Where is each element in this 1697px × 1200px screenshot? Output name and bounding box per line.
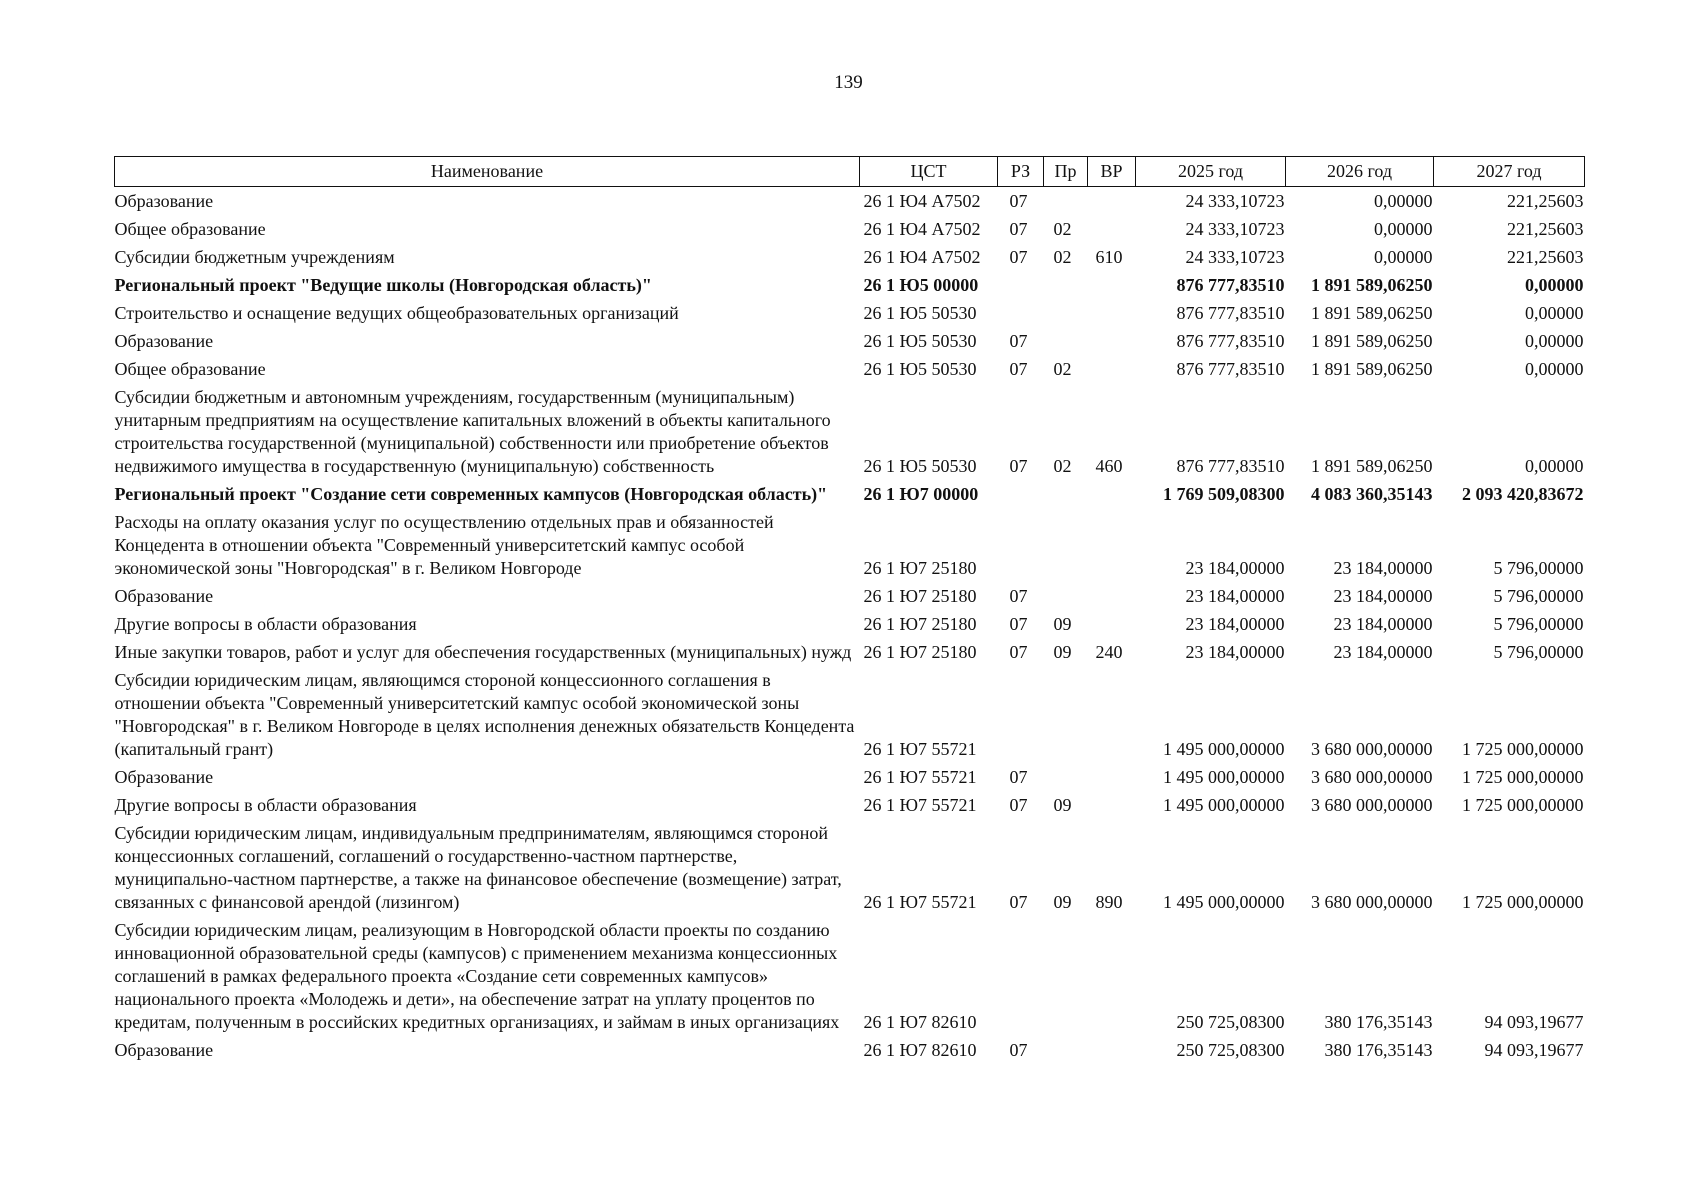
page-number: 139 (834, 72, 863, 93)
cell-cst: 26 1 Ю7 55721 (863, 795, 977, 815)
cell-name: Образование (114, 191, 214, 211)
cell-vr: 890 (1095, 892, 1123, 912)
table-row (115, 508, 1585, 582)
table-row (115, 1036, 1585, 1064)
header-rz: РЗ (998, 157, 1044, 187)
cell-pr (1044, 582, 1088, 610)
cell-pr: 09 (1053, 614, 1072, 634)
cell-vr (1088, 1036, 1136, 1064)
cell-cst: 26 1 Ю7 82610 (863, 1040, 977, 1060)
cell-2025: 876 777,83510 (1176, 331, 1285, 351)
cell-pr (1044, 508, 1088, 582)
cell-2027: 5 796,00000 (1493, 614, 1584, 634)
cell-2027: 0,00000 (1525, 456, 1584, 476)
cell-cst: 26 1 Ю5 50530 (863, 456, 977, 476)
table-row (115, 582, 1585, 610)
cell-2027: 94 093,19677 (1484, 1012, 1584, 1032)
cell-2026: 3 680 000,00000 (1311, 795, 1433, 815)
cell-2026: 1 891 589,06250 (1311, 303, 1433, 323)
cell-rz (998, 916, 1044, 1036)
cell-2025: 1 495 000,00000 (1163, 795, 1285, 815)
cell-name: Субсидии бюджетным учреждениям (114, 247, 395, 267)
cell-2025: 1 495 000,00000 (1163, 739, 1285, 759)
cell-name: Расходы на оплату оказания услуг по осуществлению отдельных прав и обязанностей Концедента в отношении объекта "Современный университетский кампус особой экономической зоны "Новгородская" в г. Великом Новгороде (114, 512, 774, 578)
cell-2027: 1 725 000,00000 (1462, 739, 1584, 759)
cell-vr (1088, 327, 1136, 355)
cell-2025: 250 725,08300 (1176, 1040, 1285, 1060)
cell-cst: 26 1 Ю5 50530 (863, 359, 977, 379)
cell-2026: 0,00000 (1374, 247, 1433, 267)
cell-cst: 26 1 Ю7 55721 (863, 892, 977, 912)
table-row (115, 763, 1585, 791)
cell-vr (1088, 508, 1136, 582)
cell-rz: 07 (1009, 614, 1028, 634)
table-row (115, 299, 1585, 327)
cell-2026: 23 184,00000 (1333, 642, 1433, 662)
cell-vr (1088, 763, 1136, 791)
cell-rz (998, 271, 1044, 299)
cell-pr: 02 (1053, 359, 1072, 379)
cell-2026: 0,00000 (1374, 191, 1433, 211)
cell-2026: 1 891 589,06250 (1311, 456, 1433, 476)
cell-rz (998, 666, 1044, 763)
cell-pr: 09 (1053, 892, 1072, 912)
cell-2025: 23 184,00000 (1185, 642, 1285, 662)
cell-2026: 23 184,00000 (1333, 614, 1433, 634)
cell-name: Другие вопросы в области образования (114, 614, 417, 634)
cell-rz: 07 (1009, 359, 1028, 379)
cell-cst: 26 1 Ю4 А7502 (863, 191, 981, 211)
cell-name: Субсидии юридическим лицам, являющимся стороной концессионного соглашения в отношении объекта "Современный университетский кампус особой экономической зоны "Новгородская" в г. Великом Новгороде в целях исполнения денежных обязательств Концедента (капитальный грант) (114, 670, 855, 759)
cell-pr: 09 (1053, 795, 1072, 815)
header-pr: Пр (1044, 157, 1088, 187)
cell-2026: 1 891 589,06250 (1311, 359, 1433, 379)
cell-vr (1088, 666, 1136, 763)
cell-pr (1044, 271, 1088, 299)
cell-rz: 07 (1009, 219, 1028, 239)
cell-rz: 07 (1009, 247, 1028, 267)
cell-name: Образование (114, 1040, 214, 1060)
cell-2025: 23 184,00000 (1185, 614, 1285, 634)
cell-cst: 26 1 Ю5 00000 (863, 275, 979, 295)
cell-pr (1044, 327, 1088, 355)
cell-2025: 24 333,10723 (1185, 247, 1285, 267)
cell-rz: 07 (1009, 892, 1028, 912)
cell-2026: 23 184,00000 (1333, 586, 1433, 606)
cell-vr (1088, 187, 1136, 216)
cell-pr (1044, 1036, 1088, 1064)
table-row (115, 187, 1585, 216)
cell-2027: 94 093,19677 (1484, 1040, 1584, 1060)
cell-vr (1088, 791, 1136, 819)
table-row (115, 383, 1585, 480)
cell-name: Общее образование (114, 359, 266, 379)
table-row (115, 271, 1585, 299)
cell-pr (1044, 480, 1088, 508)
header-2027: 2027 год (1434, 157, 1585, 187)
cell-2026: 4 083 360,35143 (1311, 484, 1433, 504)
cell-pr (1044, 666, 1088, 763)
cell-rz (998, 299, 1044, 327)
cell-2027: 1 725 000,00000 (1462, 767, 1584, 787)
cell-vr (1088, 271, 1136, 299)
table-row (115, 791, 1585, 819)
cell-name: Строительство и оснащение ведущих общеобразовательных организаций (114, 303, 679, 323)
cell-2027: 0,00000 (1525, 359, 1584, 379)
cell-cst: 26 1 Ю7 55721 (863, 767, 977, 787)
cell-pr (1044, 763, 1088, 791)
table-row (115, 666, 1585, 763)
cell-name: Региональный проект "Ведущие школы (Новгородская область)" (114, 275, 652, 295)
cell-rz: 07 (1009, 191, 1028, 211)
cell-2025: 1 495 000,00000 (1163, 892, 1285, 912)
cell-vr (1088, 610, 1136, 638)
cell-2025: 23 184,00000 (1185, 558, 1285, 578)
cell-2025: 876 777,83510 (1176, 456, 1285, 476)
cell-name: Образование (114, 586, 214, 606)
cell-rz: 07 (1009, 456, 1028, 476)
cell-name: Общее образование (114, 219, 266, 239)
cell-2027: 0,00000 (1525, 275, 1584, 295)
cell-cst: 26 1 Ю5 50530 (863, 331, 977, 351)
table-header-row (115, 157, 1585, 187)
cell-rz: 07 (1009, 795, 1028, 815)
cell-2025: 24 333,10723 (1185, 191, 1285, 211)
cell-vr: 460 (1095, 456, 1123, 476)
cell-cst: 26 1 Ю7 82610 (863, 1012, 977, 1032)
cell-2025: 876 777,83510 (1176, 275, 1285, 295)
cell-pr: 02 (1053, 247, 1072, 267)
table-row (115, 610, 1585, 638)
cell-2025: 876 777,83510 (1176, 303, 1285, 323)
cell-2025: 1 769 509,08300 (1163, 484, 1285, 504)
cell-cst: 26 1 Ю7 55721 (863, 739, 977, 759)
cell-cst: 26 1 Ю4 А7502 (863, 219, 981, 239)
cell-2027: 5 796,00000 (1493, 586, 1584, 606)
cell-rz: 07 (1009, 642, 1028, 662)
header-cst: ЦСТ (860, 157, 998, 187)
cell-vr: 240 (1095, 642, 1123, 662)
cell-2027: 221,25603 (1507, 191, 1584, 211)
cell-2026: 0,00000 (1374, 219, 1433, 239)
cell-pr (1044, 916, 1088, 1036)
cell-vr (1088, 215, 1136, 243)
cell-2026: 1 891 589,06250 (1311, 331, 1433, 351)
table-row (115, 355, 1585, 383)
cell-vr: 610 (1095, 247, 1123, 267)
table-body (115, 187, 1585, 1065)
cell-pr (1044, 187, 1088, 216)
cell-2025: 876 777,83510 (1176, 359, 1285, 379)
cell-cst: 26 1 Ю5 50530 (863, 303, 977, 323)
cell-2025: 23 184,00000 (1185, 586, 1285, 606)
cell-2026: 380 176,35143 (1324, 1040, 1433, 1060)
cell-rz: 07 (1009, 767, 1028, 787)
header-name: Наименование (115, 157, 860, 187)
cell-vr (1088, 480, 1136, 508)
cell-rz (998, 508, 1044, 582)
header-2025: 2025 год (1136, 157, 1286, 187)
header-2026: 2026 год (1286, 157, 1434, 187)
cell-name: Образование (114, 767, 214, 787)
cell-pr: 09 (1053, 642, 1072, 662)
cell-2026: 380 176,35143 (1324, 1012, 1433, 1032)
table-row (115, 243, 1585, 271)
cell-rz (998, 480, 1044, 508)
cell-2027: 1 725 000,00000 (1462, 892, 1584, 912)
budget-table (114, 156, 1585, 1064)
cell-2026: 23 184,00000 (1333, 558, 1433, 578)
cell-rz: 07 (1009, 586, 1028, 606)
cell-2026: 3 680 000,00000 (1311, 892, 1433, 912)
cell-vr (1088, 299, 1136, 327)
cell-vr (1088, 916, 1136, 1036)
cell-2026: 3 680 000,00000 (1311, 739, 1433, 759)
cell-2027: 0,00000 (1525, 331, 1584, 351)
cell-pr (1044, 299, 1088, 327)
cell-name: Иные закупки товаров, работ и услуг для обеспечения государственных (муниципальных) нужд (114, 642, 852, 662)
cell-rz: 07 (1009, 1040, 1028, 1060)
cell-pr: 02 (1053, 219, 1072, 239)
cell-2027: 5 796,00000 (1493, 642, 1584, 662)
cell-2026: 1 891 589,06250 (1311, 275, 1433, 295)
cell-pr: 02 (1053, 456, 1072, 476)
cell-2025: 250 725,08300 (1176, 1012, 1285, 1032)
cell-name: Другие вопросы в области образования (114, 795, 417, 815)
cell-2027: 0,00000 (1525, 303, 1584, 323)
cell-vr (1088, 582, 1136, 610)
cell-rz: 07 (1009, 331, 1028, 351)
table-row (115, 819, 1585, 916)
cell-cst: 26 1 Ю7 25180 (863, 558, 977, 578)
table-row (115, 215, 1585, 243)
cell-cst: 26 1 Ю7 00000 (863, 484, 979, 504)
cell-2027: 221,25603 (1507, 247, 1584, 267)
cell-2027: 2 093 420,83672 (1462, 484, 1584, 504)
cell-2027: 5 796,00000 (1493, 558, 1584, 578)
cell-2027: 1 725 000,00000 (1462, 795, 1584, 815)
cell-2026: 3 680 000,00000 (1311, 767, 1433, 787)
table-row (115, 916, 1585, 1036)
cell-name: Образование (114, 331, 214, 351)
cell-vr (1088, 355, 1136, 383)
cell-2025: 1 495 000,00000 (1163, 767, 1285, 787)
table-row (115, 638, 1585, 666)
cell-name: Субсидии юридическим лицам, индивидуальным предпринимателям, являющимся стороной концессионных соглашений, соглашений о государственно-частном партнерстве, муниципально-частном партнерстве, а также на финансовое обеспечение (возмещение) затрат, связанных с финансовой арендой (лизингом) (114, 823, 842, 912)
cell-cst: 26 1 Ю4 А7502 (863, 247, 981, 267)
cell-name: Субсидии бюджетным и автономным учреждениям, государственным (муниципальным) унитарным предприятиям на осуществление капитальных вложений в объекты капитального строительства государственной (муниципальной) собственности или приобретение объектов недвижимого имущества в государственную (муниципальную) собственность (114, 387, 831, 476)
cell-name: Субсидии юридическим лицам, реализующим в Новгородской области проекты по созданию инновационной образовательной среды (кампусов) с применением механизма концессионных соглашений в рамках федерального проекта «Создание сети современных кампусов» национального проекта «Молодежь и дети», на обеспечение затрат на уплату процентов по кредитам, полученным в российских кредитных организациях, и займам в иных организациях (114, 920, 840, 1032)
cell-name: Региональный проект "Создание сети современных кампусов (Новгородская область)" (114, 484, 828, 504)
header-vr: ВР (1088, 157, 1136, 187)
cell-cst: 26 1 Ю7 25180 (863, 586, 977, 606)
cell-2025: 24 333,10723 (1185, 219, 1285, 239)
table-row (115, 327, 1585, 355)
table-row (115, 480, 1585, 508)
cell-cst: 26 1 Ю7 25180 (863, 642, 977, 662)
cell-2027: 221,25603 (1507, 219, 1584, 239)
cell-cst: 26 1 Ю7 25180 (863, 614, 977, 634)
